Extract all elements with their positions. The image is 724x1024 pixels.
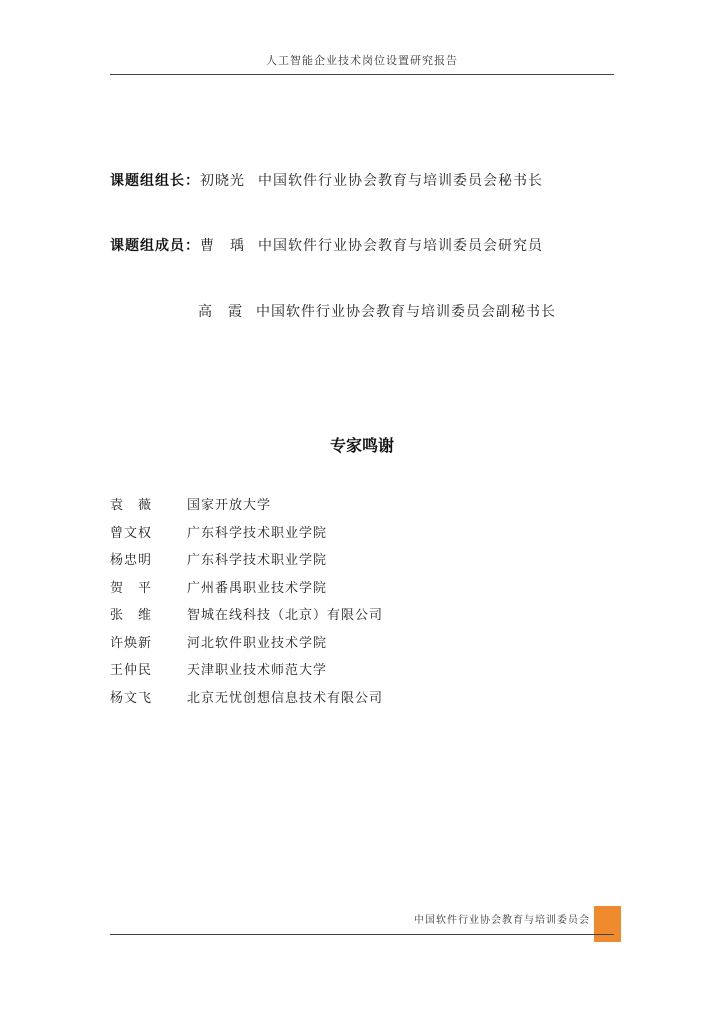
team-leader-row [110, 170, 543, 190]
team-role-label: 课题组组长： [110, 173, 200, 189]
expert-name: 许焕新 [110, 635, 153, 651]
expert-org: 智城在线科技（北京）有限公司 [187, 608, 384, 624]
list-item [110, 600, 383, 628]
team-member-org: 中国软件行业协会教育与培训委员会秘书长 [258, 173, 543, 189]
team-member-org: 中国软件行业协会教育与培训委员会研究员 [258, 238, 543, 254]
list-item [110, 573, 383, 601]
list-item [110, 683, 383, 711]
list-item [110, 628, 383, 656]
expert-list [110, 490, 383, 710]
expert-org: 广东科学技术职业学院 [187, 525, 328, 541]
team-member-name: 曹 瑀 [200, 238, 245, 254]
expert-org: 河北软件职业技术学院 [187, 635, 328, 651]
list-item [110, 518, 383, 546]
expert-name: 王仲民 [110, 663, 153, 679]
footer-organization: 中国软件行业协会教育与培训委员会 [414, 915, 590, 926]
team-member-name: 高 霞 [198, 304, 243, 320]
expert-org: 天津职业技术师范大学 [187, 663, 328, 679]
team-member-row [110, 235, 543, 255]
footer-divider [110, 934, 614, 935]
expert-name: 杨文飞 [110, 690, 153, 706]
team-role-label: 课题组成员： [110, 238, 200, 254]
expert-name: 张 维 [110, 608, 153, 624]
expert-name: 杨忠明 [110, 553, 153, 569]
team-member-org: 中国软件行业协会教育与培训委员会副秘书长 [256, 304, 556, 320]
list-item [110, 490, 383, 518]
footer-accent-bar [594, 906, 621, 942]
page-header-title: 人工智能企业技术岗位设置研究报告 [266, 54, 458, 67]
list-item [110, 545, 383, 573]
expert-org: 北京无忧创想信息技术有限公司 [187, 690, 384, 706]
acknowledgements-title: 专家鸣谢 [329, 436, 394, 455]
header-divider [110, 74, 614, 75]
expert-name: 袁 薇 [110, 498, 153, 514]
team-member-name: 初晓光 [200, 173, 245, 189]
expert-org: 广州番禺职业技术学院 [187, 580, 328, 596]
expert-name: 贺 平 [110, 580, 153, 596]
expert-org: 国家开放大学 [187, 498, 272, 514]
list-item [110, 655, 383, 683]
expert-name: 曾文权 [110, 525, 153, 541]
team-member-row [198, 301, 556, 321]
expert-org: 广东科学技术职业学院 [187, 553, 328, 569]
